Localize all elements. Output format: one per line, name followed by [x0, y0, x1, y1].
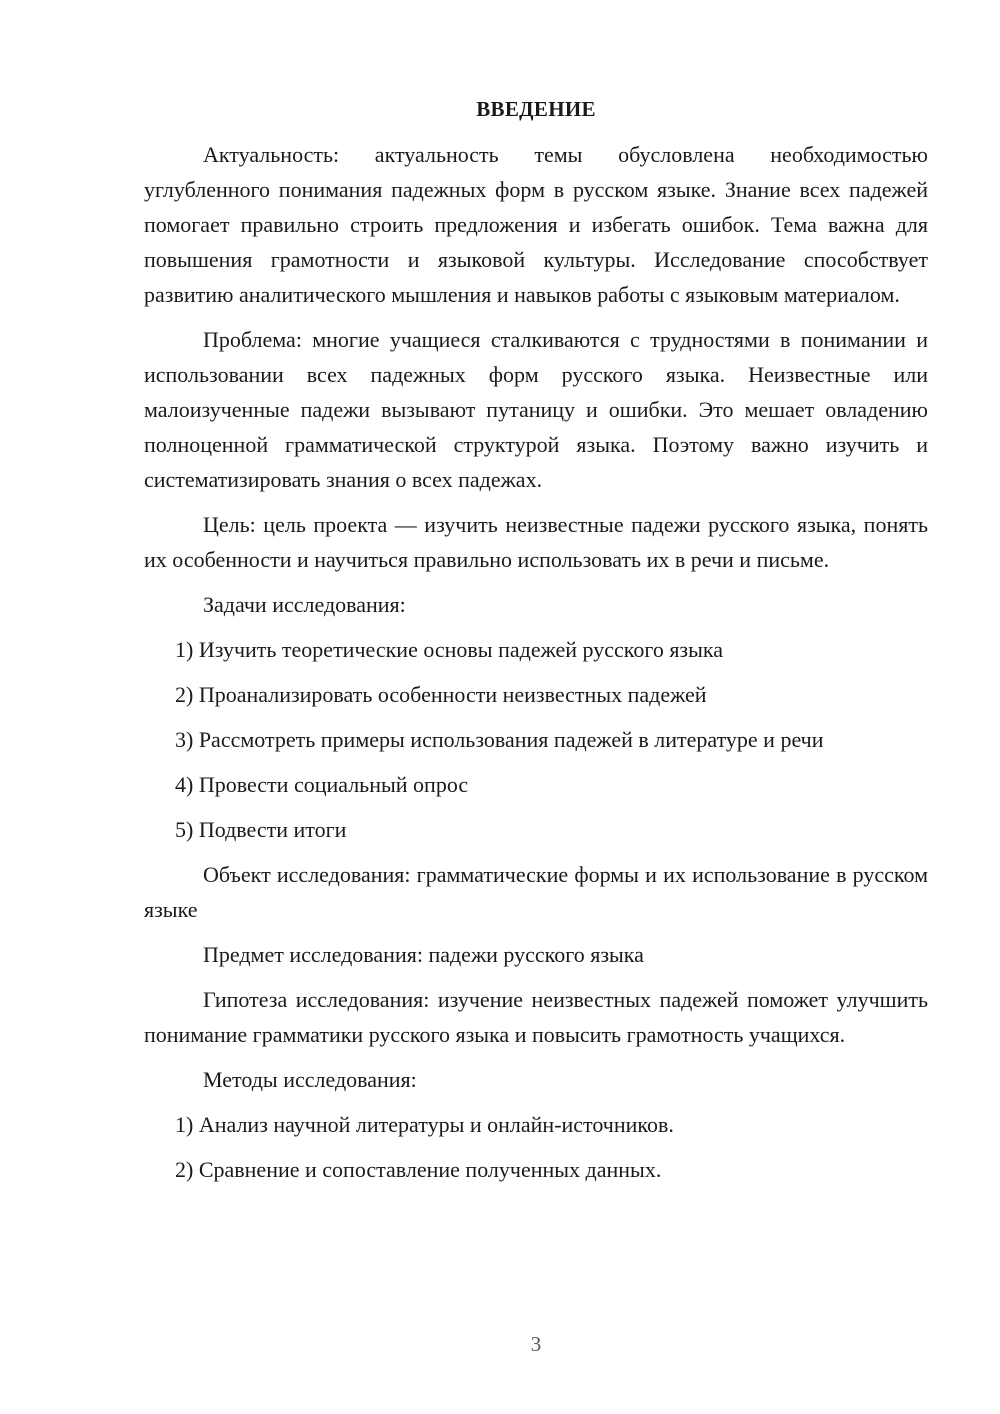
problem-paragraph: Проблема: многие учащиеся сталкиваются с трудностями в понимании и использовании всех падежных форм русского языка. Неизвестные или малоизученные падежи вызывают путаницу и ошибки. Это мешает овладению полноценной грамматической структурой языка. Поэтому важно изучить и систематизировать знания о всех падежах. [144, 327, 928, 492]
page-number: 3 [530, 1332, 542, 1356]
document-page [144, 92, 928, 1197]
tasks-list [144, 632, 928, 847]
goal-paragraph: Цель: цель проекта — изучить неизвестные падежи русского языка, понять их особенности и научиться правильно использовать их в речи и письме. [144, 512, 928, 572]
list-item: 2) Сравнение и сопоставление полученных данных. [175, 1157, 662, 1182]
list-item: 5) Подвести итоги [175, 817, 347, 842]
hypothesis-paragraph: Гипотеза исследования: изучение неизвестных падежей поможет улучшить понимание грамматики русского языка и повысить грамотность учащихся. [144, 987, 928, 1047]
list-item: 1) Изучить теоретические основы падежей русского языка [175, 637, 724, 662]
methods-heading: Методы исследования: [203, 1067, 417, 1092]
relevance-paragraph: Актуальность: актуальность темы обусловлена необходимостью углубленного понимания падежных форм в русском языке. Знание всех падежей помогает правильно строить предложения и избегать ошибок. Тема важна для повышения грамотности и языковой культуры. Исследование способствует развитию аналитического мышления и навыков работы с языковым материалом. [144, 142, 928, 307]
list-item: 1) Анализ научной литературы и онлайн-источников. [175, 1112, 674, 1137]
object-paragraph: Объект исследования: грамматические формы и их использование в русском языке [144, 862, 928, 922]
methods-list [144, 1107, 928, 1187]
list-item: 2) Проанализировать особенности неизвестных падежей [175, 682, 707, 707]
section-title: ВВЕДЕНИЕ [476, 97, 596, 121]
list-item: 4) Провести социальный опрос [175, 772, 469, 797]
subject-paragraph: Предмет исследования: падежи русского языка [203, 942, 644, 967]
tasks-heading: Задачи исследования: [203, 592, 406, 617]
list-item: 3) Рассмотреть примеры использования падежей в литературе и речи [175, 727, 824, 752]
